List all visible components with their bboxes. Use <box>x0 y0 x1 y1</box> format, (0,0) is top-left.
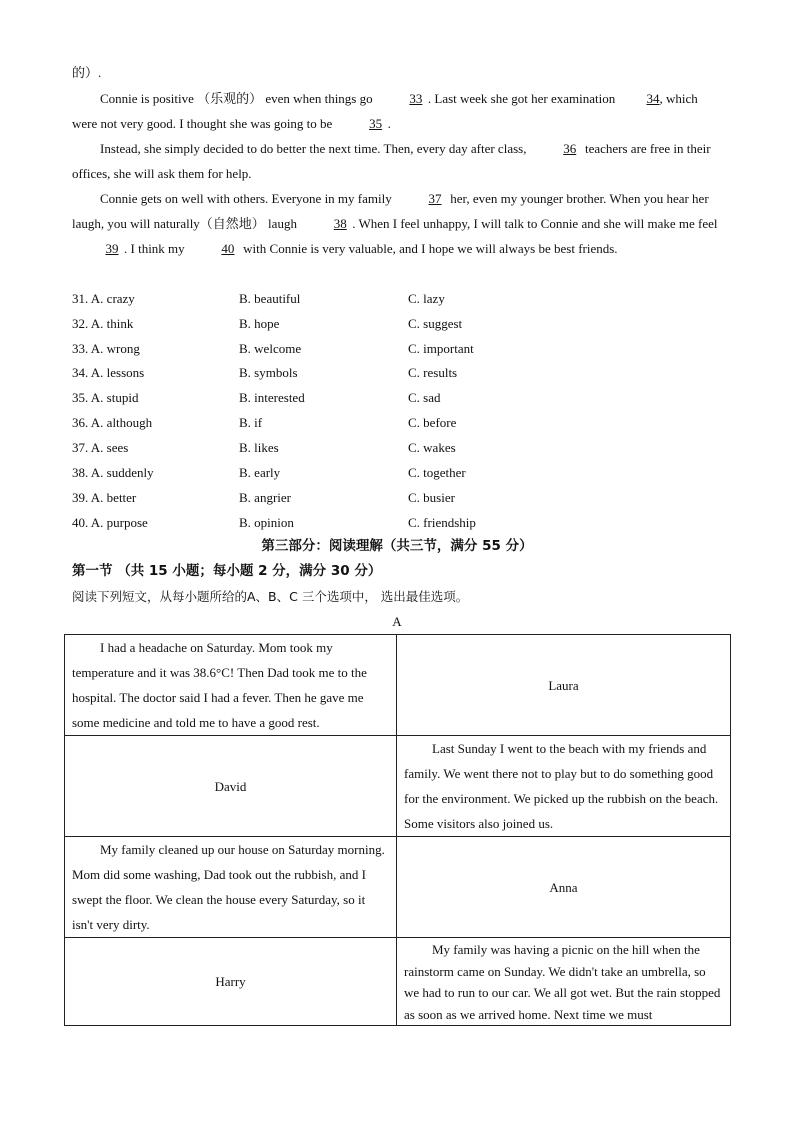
option-b: B. hope <box>239 316 280 331</box>
blank-40: 40 <box>221 241 235 256</box>
option-row-37 <box>72 435 722 460</box>
option-b: B. welcome <box>239 341 302 356</box>
option-row-34 <box>72 360 722 385</box>
passage-paragraph-1 <box>72 86 722 136</box>
table-cell-text: My family was having a picnic on the hill when the rainstorm came on Sunday. We didn't take an umbrella, so we had to run to our car. We all got wet. But the rain stopped as soon as we arrived home. Next time we must <box>397 938 731 1026</box>
option-c: C. friendship <box>408 515 476 530</box>
text-span: with Connie is very valuable, and I hope we will always be best friends. <box>239 241 618 256</box>
option-c: C. lazy <box>408 291 445 306</box>
text-span: , which were not very good. I thought she was going to be <box>72 91 698 131</box>
instruction-text: 阅读下列短文，从每小题所给的A、B、C 三个选项中， 选出最佳选项。 <box>72 589 469 604</box>
blank-37: 37 <box>428 191 442 206</box>
text-span: . When I feel unhappy, I will talk to Connie and she will make me feel <box>352 216 718 231</box>
passage-paragraph-3 <box>72 186 722 261</box>
option-b: B. angrier <box>239 490 291 505</box>
table-cell-text: Last Sunday I went to the beach with my friends and family. We went there not to play but to do something good for the environment. We picked up the rubbish on the beach. Some visitors also joined us. <box>397 736 731 837</box>
text-span: Connie is positive （乐观的） even when things go <box>100 91 376 106</box>
option-a: 36. A. although <box>72 415 153 430</box>
option-c: C. wakes <box>408 440 456 455</box>
subsection-title: 第一节 （共 15 小题；每小题 2 分，满分 30 分） <box>72 563 382 579</box>
option-a: 40. A. purpose <box>72 515 148 530</box>
option-a: 31. A. crazy <box>72 291 135 306</box>
table-row <box>65 837 731 938</box>
section-title: 第三部分：阅读理解（共三节，满分 55 分） <box>261 538 533 554</box>
text-span: Instead, she simply decided to do better the next time. Then, every day after class, <box>100 141 530 156</box>
option-a: 32. A. think <box>72 316 134 331</box>
option-a: 34. A. lessons <box>72 365 145 380</box>
option-a: 37. A. sees <box>72 440 129 455</box>
blank-33: 33 <box>409 91 423 106</box>
text-line-fragment <box>72 60 722 85</box>
blank-34: 34 <box>646 91 660 106</box>
text-span: . <box>387 116 391 131</box>
option-b: B. early <box>239 465 281 480</box>
option-c: C. suggest <box>408 316 463 331</box>
blank-36: 36 <box>563 141 577 156</box>
option-b: B. if <box>239 415 263 430</box>
table-cell-name: Harry <box>65 938 397 1026</box>
option-row-39 <box>72 485 722 510</box>
table-row <box>65 635 731 736</box>
option-c: C. important <box>408 341 474 356</box>
option-row-40 <box>72 510 722 535</box>
line-fragment: 的）. <box>72 65 102 80</box>
option-b: B. likes <box>239 440 279 455</box>
option-row-33 <box>72 336 722 361</box>
option-row-35 <box>72 385 722 410</box>
table-cell-name: Laura <box>397 635 731 736</box>
option-row-32 <box>72 311 722 336</box>
option-c: C. busier <box>408 490 455 505</box>
option-b: B. opinion <box>239 515 294 530</box>
option-c: C. sad <box>408 390 441 405</box>
text-span: teachers are free in their offices, she will ask them for help. <box>72 141 711 181</box>
option-a: 38. A. suddenly <box>72 465 154 480</box>
option-c: C. before <box>408 415 457 430</box>
text-span: Connie gets on well with others. Everyone in my family <box>100 191 395 206</box>
passage-label: A <box>392 614 402 629</box>
blank-35: 35 <box>369 116 383 131</box>
option-a: 33. A. wrong <box>72 341 140 356</box>
table-cell-name: David <box>65 736 397 837</box>
table-cell-text: My family cleaned up our house on Saturday morning. Mom did some washing, Dad took out the rubbish, and I swept the floor. We clean the house every Saturday, so it isn't very dirty. <box>65 837 397 938</box>
option-a: 39. A. better <box>72 490 137 505</box>
option-b: B. symbols <box>239 365 298 380</box>
option-c: C. together <box>408 465 466 480</box>
option-row-38 <box>72 460 722 485</box>
option-row-36 <box>72 410 722 435</box>
blank-38: 38 <box>333 216 347 231</box>
option-a: 35. A. stupid <box>72 390 139 405</box>
text-span: . I think my <box>124 241 188 256</box>
option-b: B. interested <box>239 390 305 405</box>
passage-table <box>64 634 731 1026</box>
option-c: C. results <box>408 365 458 380</box>
table-row <box>65 938 731 1026</box>
table-cell-text: I had a headache on Saturday. Mom took my temperature and it was 38.6°C! Then Dad took me to the hospital. The doctor said I had a fever. Then he gave me some medicine and told me to have a good rest. <box>65 635 397 736</box>
option-row-31 <box>72 286 722 311</box>
text-span: her, even my younger brother. When you hear her laugh, you will naturally（自然地） laugh <box>72 191 709 231</box>
table-cell-name: Anna <box>397 837 731 938</box>
table-row <box>65 736 731 837</box>
passage-paragraph-2 <box>72 136 722 186</box>
text-span: . Last week she got her examination <box>427 91 619 106</box>
option-b: B. beautiful <box>239 291 301 306</box>
blank-39: 39 <box>105 241 119 256</box>
